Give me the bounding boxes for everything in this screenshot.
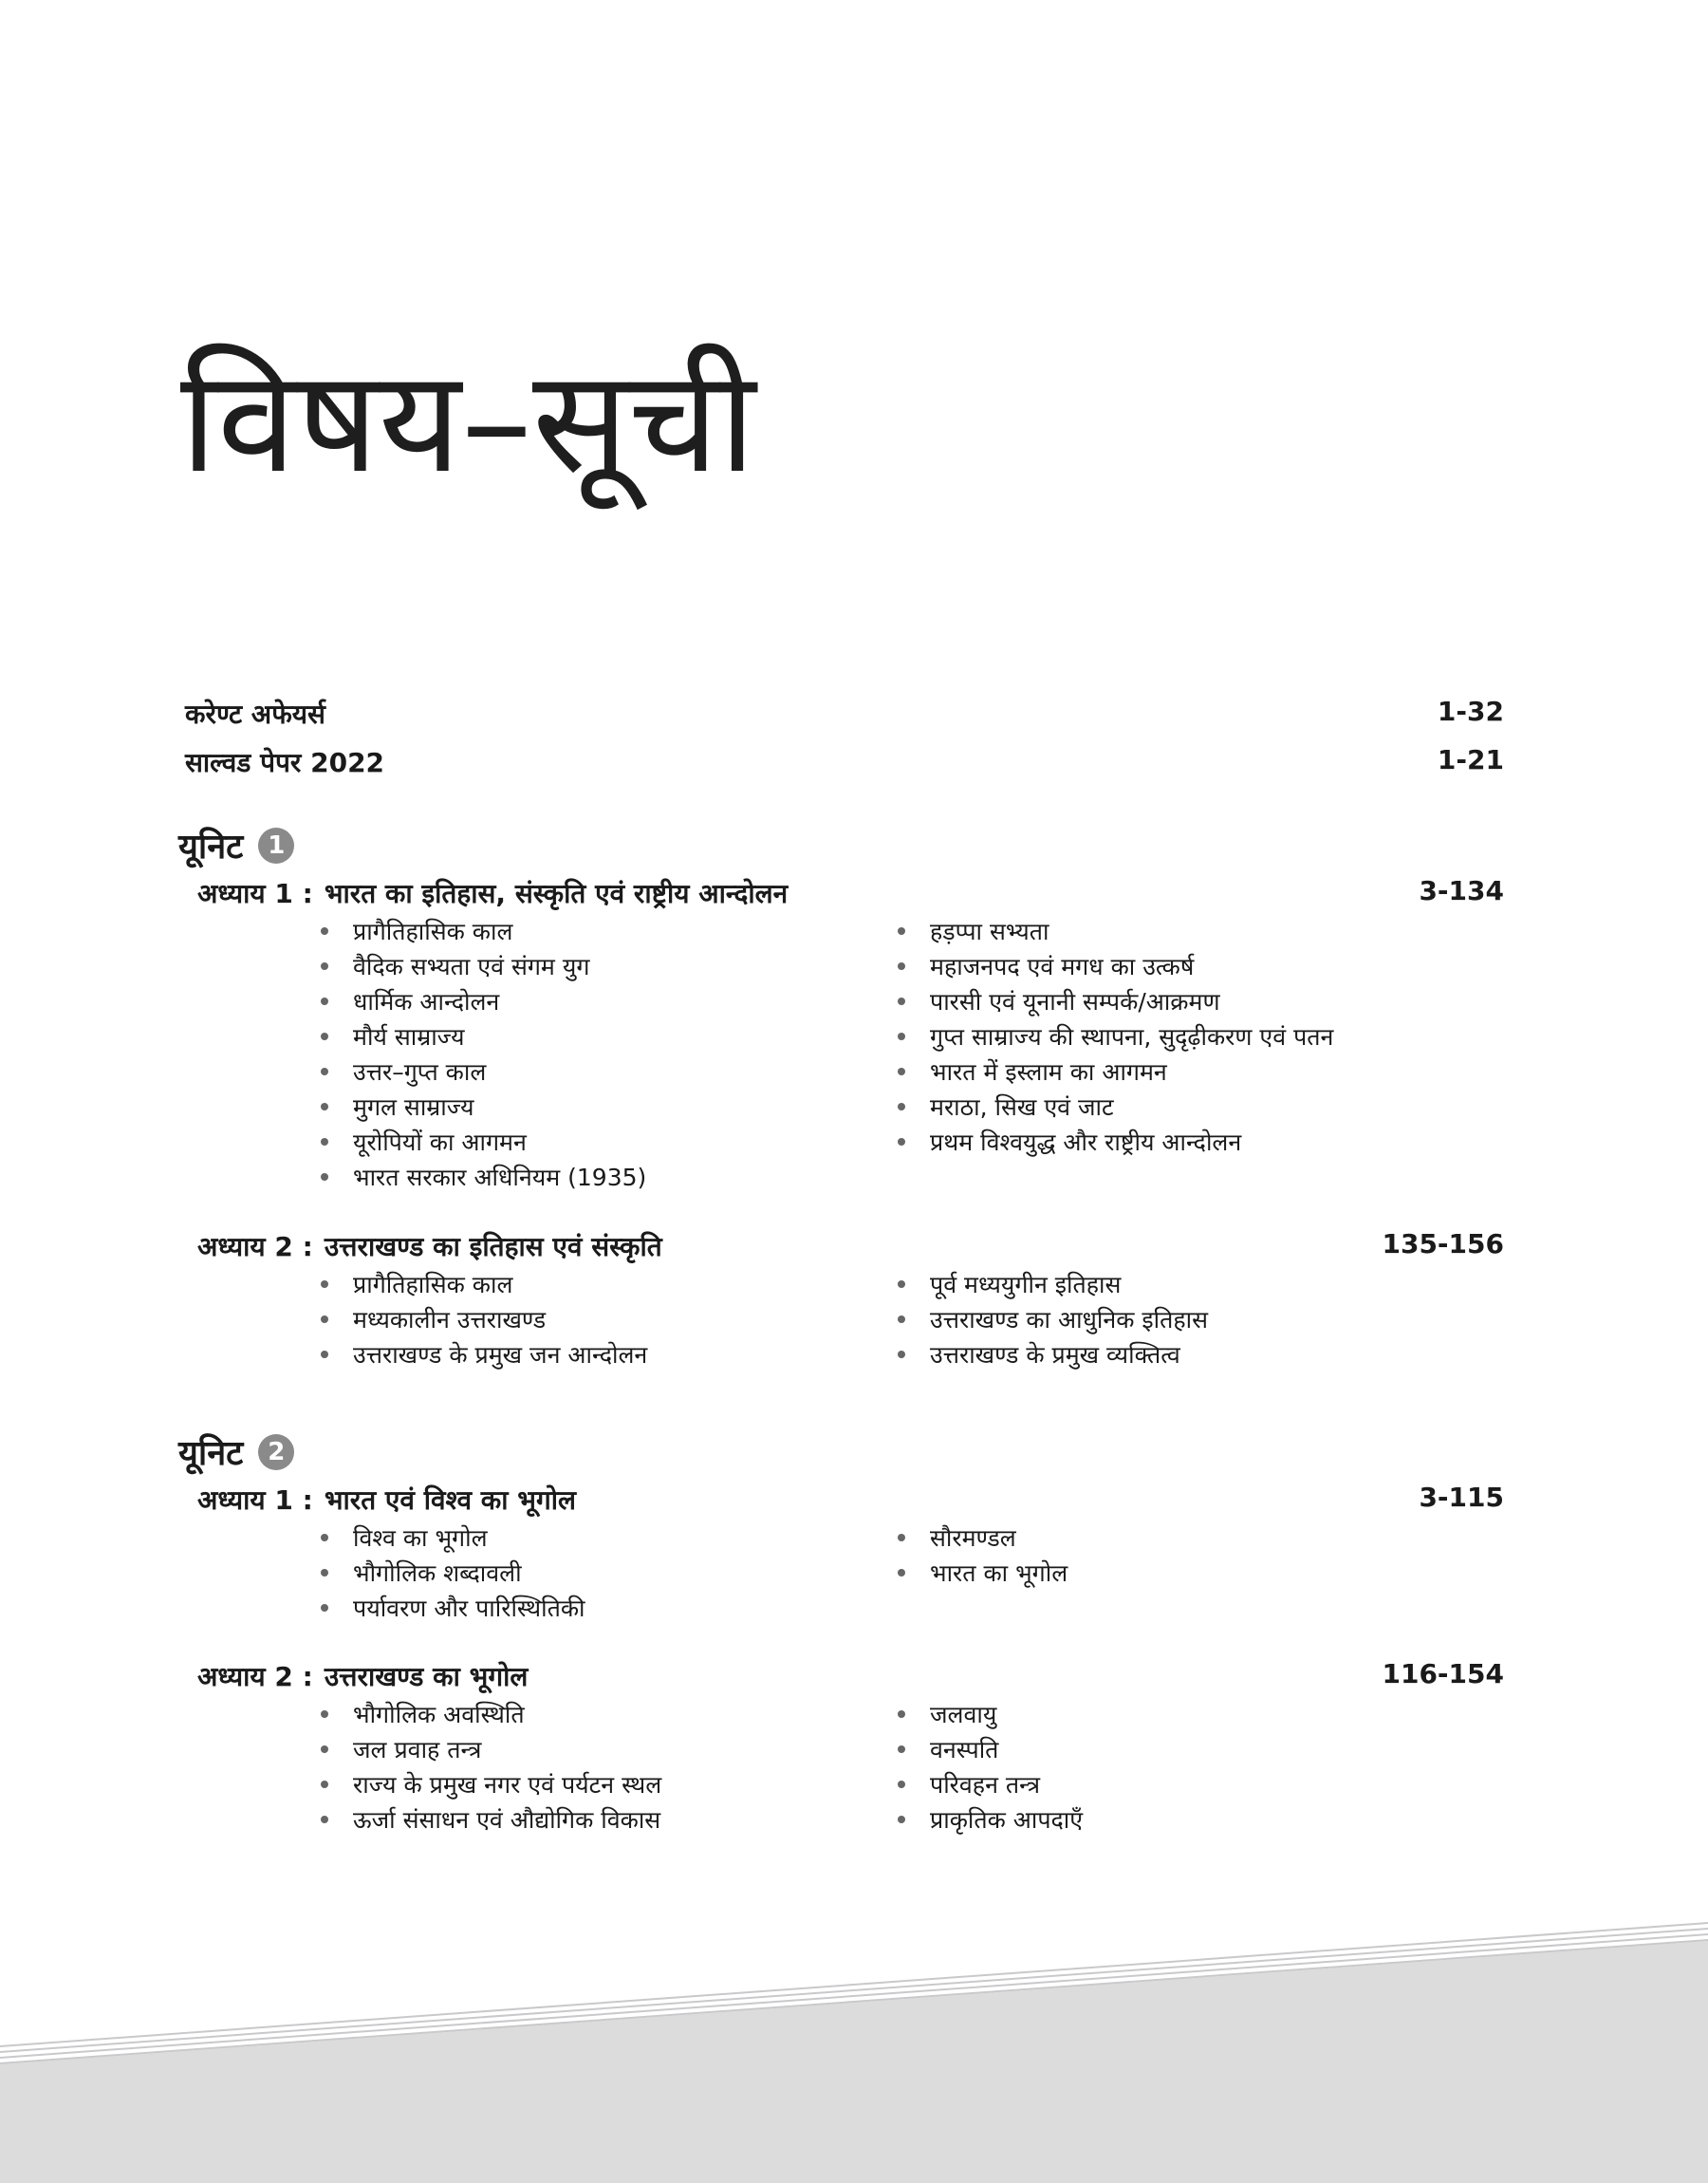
bullet-icon — [321, 1280, 328, 1288]
bullet-icon — [321, 1781, 328, 1788]
topic-item[interactable]: गुप्त साम्राज्य की स्थापना, सुदृढ़ीकरण एवं पतन — [898, 1018, 1410, 1054]
topic-item[interactable]: पारसी एवं यूनानी सम्पर्क/आक्रमण — [898, 983, 1410, 1018]
topic-item[interactable]: जल प्रवाह तन्त्र — [321, 1731, 898, 1766]
topic-item[interactable]: पर्यावरण और पारिस्थितिकी — [321, 1590, 898, 1625]
chapter-heading[interactable] — [197, 1228, 1504, 1264]
chapter-label: अध्याय 1 : — [197, 878, 313, 909]
bullet-icon — [898, 1033, 905, 1040]
chapter-heading[interactable] — [197, 1658, 1504, 1694]
bullet-icon — [898, 1569, 905, 1577]
bullet-icon — [321, 1173, 328, 1181]
topic-item[interactable]: वैदिक सभ्यता एवं संगम युग — [321, 948, 898, 983]
topic-item[interactable]: हड़प्पा सभ्यता — [898, 913, 1410, 948]
bullet-icon — [321, 1033, 328, 1040]
bullet-icon — [898, 1351, 905, 1358]
topic-item[interactable]: सौरमण्डल — [898, 1520, 1410, 1555]
topic-item[interactable]: उत्तराखण्ड का आधुनिक इतिहास — [898, 1301, 1410, 1336]
bullet-icon — [898, 1103, 905, 1110]
bullet-icon — [321, 1569, 328, 1577]
chapter-label: अध्याय 1 : — [197, 1484, 313, 1516]
bullet-icon — [898, 1816, 905, 1823]
topic-item[interactable]: भौगोलिक अवस्थिति — [321, 1696, 898, 1731]
topic-list — [321, 913, 1412, 1194]
topic-list — [321, 1520, 1412, 1625]
bullet-icon — [321, 1604, 328, 1612]
bullet-icon — [321, 1534, 328, 1541]
bullet-icon — [898, 1745, 905, 1753]
unit-heading-1 — [178, 822, 294, 868]
topic-item[interactable]: विश्व का भूगोल — [321, 1520, 898, 1555]
bullet-icon — [321, 1816, 328, 1823]
topic-list — [321, 1696, 1412, 1837]
topic-item[interactable]: भौगोलिक शब्दावली — [321, 1555, 898, 1590]
bullet-icon — [898, 1781, 905, 1788]
topic-item[interactable]: प्रागैतिहासिक काल — [321, 913, 898, 948]
topic-item[interactable]: उत्तराखण्ड के प्रमुख व्यक्तित्व — [898, 1336, 1410, 1371]
topic-item[interactable]: राज्य के प्रमुख नगर एवं पर्यटन स्थल — [321, 1766, 898, 1801]
bullet-icon — [321, 1315, 328, 1323]
bullet-icon — [898, 927, 905, 935]
topic-item[interactable]: यूरोपियों का आगमन — [321, 1124, 898, 1159]
bullet-icon — [898, 1710, 905, 1718]
bullet-icon — [898, 1280, 905, 1288]
bullet-icon — [321, 998, 328, 1005]
bullet-icon — [898, 1534, 905, 1541]
chapter-heading[interactable] — [197, 1482, 1504, 1518]
chapter-pages: 135-156 — [1382, 1228, 1504, 1259]
unit-label: यूनिट — [178, 1434, 244, 1473]
toc-entry-current-affairs[interactable] — [185, 696, 1504, 732]
topic-item[interactable]: मुगल साम्राज्य — [321, 1089, 898, 1124]
toc-entry-solved-paper[interactable] — [185, 744, 1504, 780]
chapter-title: उत्तराखण्ड का इतिहास एवं संस्कृति — [324, 1231, 662, 1262]
bullet-icon — [321, 1710, 328, 1718]
topic-item[interactable]: धार्मिक आन्दोलन — [321, 983, 898, 1018]
bullet-icon — [321, 1745, 328, 1753]
unit-label: यूनिट — [178, 828, 244, 867]
bullet-icon — [321, 1103, 328, 1110]
topic-item[interactable]: वनस्पति — [898, 1731, 1410, 1766]
toc-entry-label: करेण्ट अफेयर्स — [185, 699, 325, 730]
chapter-pages: 3-115 — [1419, 1482, 1504, 1513]
bullet-icon — [898, 998, 905, 1005]
topic-item[interactable]: महाजनपद एवं मगध का उत्कर्ष — [898, 948, 1410, 983]
topic-item[interactable]: उत्तर–गुप्त काल — [321, 1054, 898, 1089]
topic-item[interactable]: प्राकृतिक आपदाएँ — [898, 1801, 1410, 1837]
topic-item[interactable]: पूर्व मध्ययुगीन इतिहास — [898, 1266, 1410, 1301]
bullet-icon — [898, 962, 905, 970]
bullet-icon — [321, 1351, 328, 1358]
footer-decorative-band — [0, 1898, 1708, 2183]
topic-item[interactable]: भारत का भूगोल — [898, 1555, 1410, 1590]
topic-item[interactable]: प्रागैतिहासिक काल — [321, 1266, 898, 1301]
bullet-icon — [898, 1315, 905, 1323]
topic-item[interactable]: मराठा, सिख एवं जाट — [898, 1089, 1410, 1124]
topic-item[interactable]: परिवहन तन्त्र — [898, 1766, 1410, 1801]
topic-item[interactable]: प्रथम विश्वयुद्ध और राष्ट्रीय आन्दोलन — [898, 1124, 1410, 1159]
bullet-icon — [321, 962, 328, 970]
topic-list — [321, 1266, 1412, 1371]
page-title: विषय–सूची — [180, 340, 756, 505]
chapter-pages: 3-134 — [1419, 875, 1504, 906]
unit-number-badge: 1 — [258, 828, 294, 864]
topic-item[interactable]: मध्यकालीन उत्तराखण्ड — [321, 1301, 898, 1336]
topic-item[interactable]: ऊर्जा संसाधन एवं औद्योगिक विकास — [321, 1801, 898, 1837]
topic-item[interactable]: भारत में इस्लाम का आगमन — [898, 1054, 1410, 1089]
bullet-icon — [321, 927, 328, 935]
bullet-icon — [321, 1138, 328, 1146]
chapter-title: उत्तराखण्ड का भूगोल — [324, 1661, 529, 1692]
topic-item[interactable]: भारत सरकार अधिनियम (1935) — [321, 1159, 898, 1194]
chapter-title: भारत का इतिहास, संस्कृति एवं राष्ट्रीय आन्दोलन — [324, 878, 789, 909]
chapter-pages: 116-154 — [1382, 1658, 1504, 1689]
unit-heading-2 — [178, 1428, 294, 1475]
bullet-icon — [898, 1138, 905, 1146]
topic-item[interactable]: मौर्य साम्राज्य — [321, 1018, 898, 1054]
toc-entry-pages: 1-21 — [1437, 744, 1504, 775]
toc-entry-label: साल्वड पेपर 2022 — [185, 747, 385, 778]
toc-entry-pages: 1-32 — [1437, 696, 1504, 727]
topic-item[interactable]: जलवायु — [898, 1696, 1410, 1731]
topic-item[interactable]: उत्तराखण्ड के प्रमुख जन आन्दोलन — [321, 1336, 898, 1371]
bullet-icon — [898, 1068, 905, 1075]
bullet-icon — [321, 1068, 328, 1075]
chapter-label: अध्याय 2 : — [197, 1231, 313, 1262]
unit-number-badge: 2 — [258, 1434, 294, 1470]
chapter-heading[interactable] — [197, 875, 1504, 911]
chapter-label: अध्याय 2 : — [197, 1661, 313, 1692]
chapter-title: भारत एवं विश्व का भूगोल — [324, 1484, 576, 1516]
